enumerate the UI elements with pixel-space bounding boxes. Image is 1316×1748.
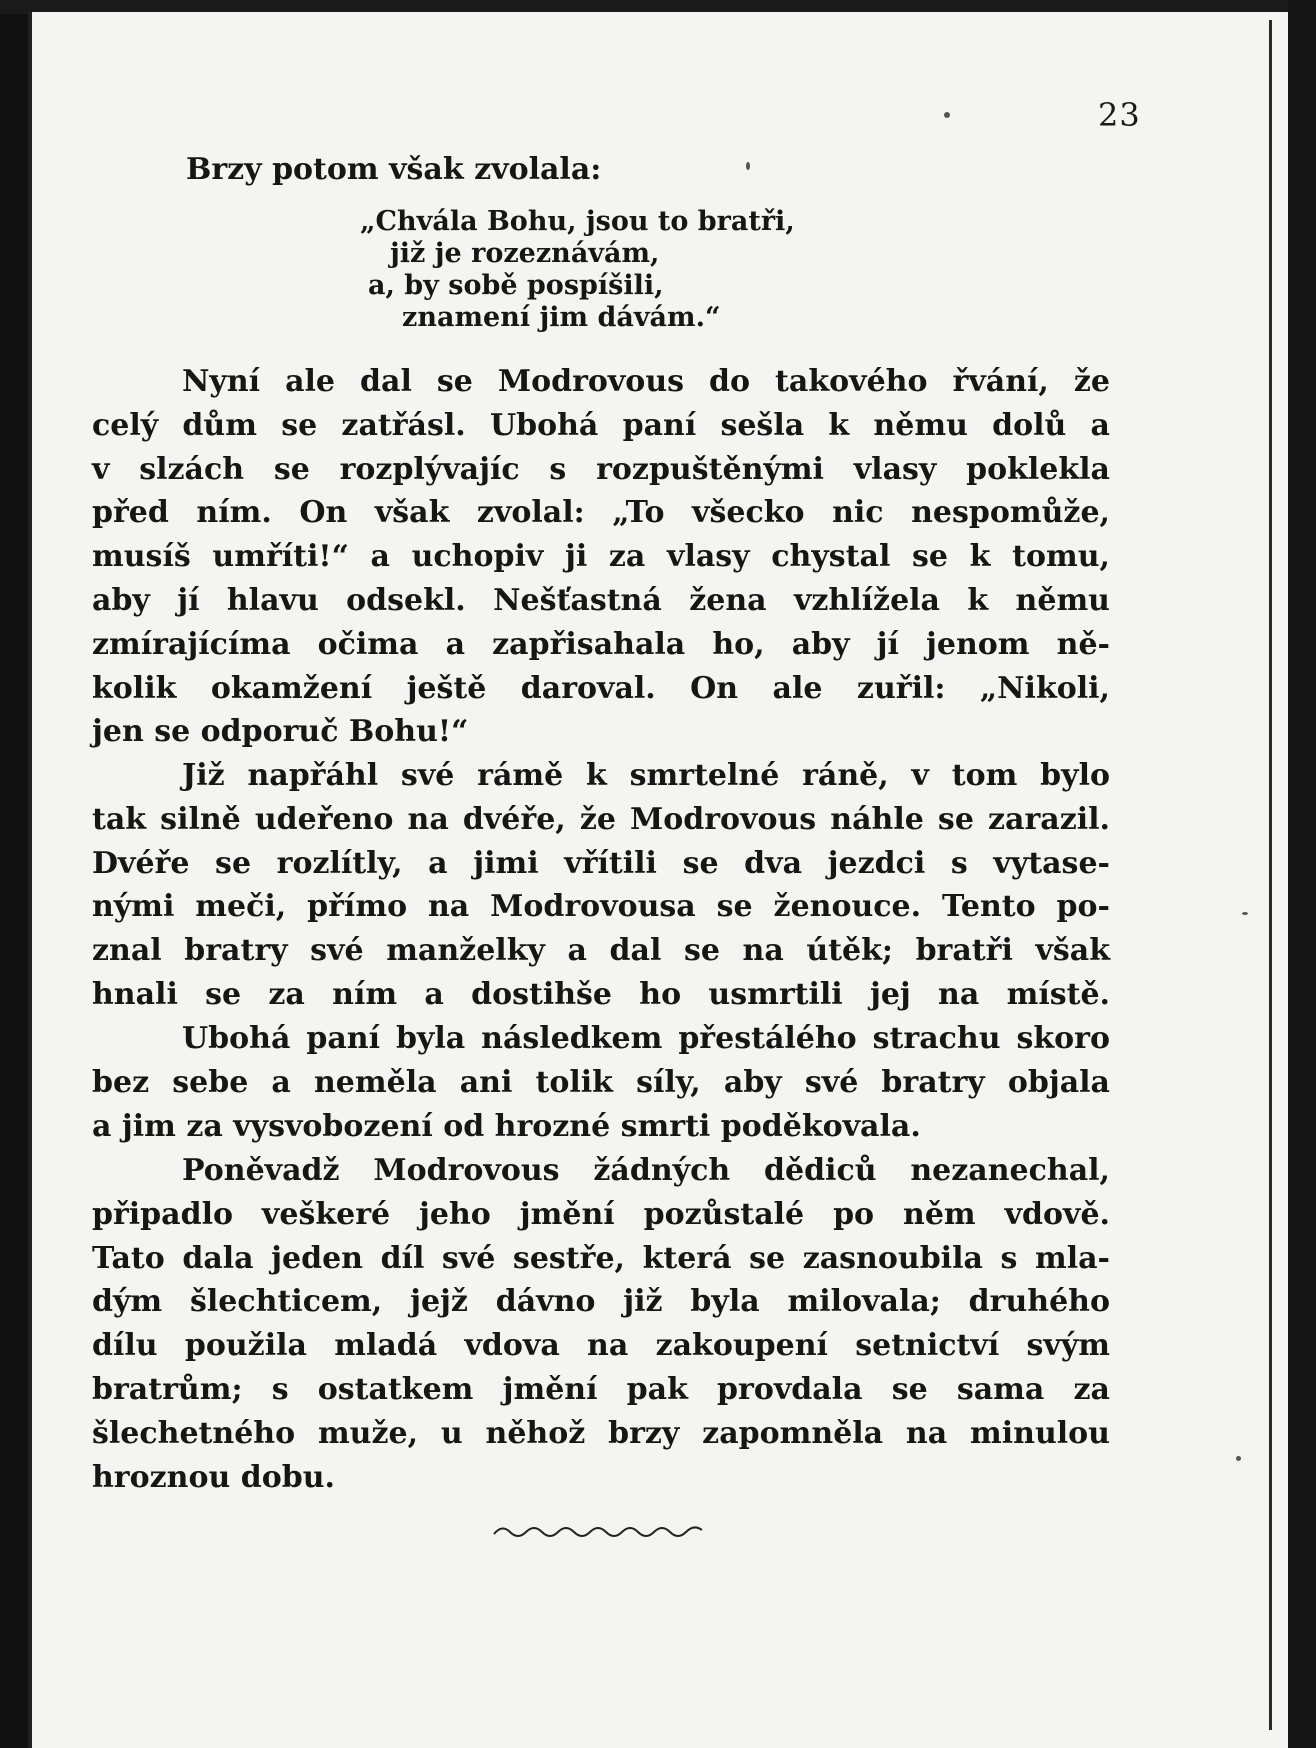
scan-border-right bbox=[1288, 0, 1316, 1748]
verse-line: „Chvála Bohu, jsou to bratři, bbox=[360, 206, 795, 237]
verse bbox=[360, 206, 795, 334]
text-line: aby jí hlavu odsekl. Nešťastná žena vzhlížela k němu bbox=[92, 582, 1110, 618]
text-line: připadlo veškeré jeho jmění pozůstalé po něm vdově. bbox=[92, 1196, 1110, 1232]
scan-speck bbox=[1242, 912, 1248, 915]
text-line: Nyní ale dal se Modrovous do takového řvání, že bbox=[182, 364, 1110, 399]
text-line: a jim za vysvobození od hrozné smrti poděkovala. bbox=[92, 1108, 921, 1144]
paragraph-2 bbox=[92, 754, 1110, 1017]
text-line: Ubohá paní byla následkem přestálého strachu skoro bbox=[182, 1021, 1110, 1056]
scan-speck bbox=[746, 162, 750, 170]
text-line: v slzách se rozplývajíc s rozpuštěnými vlasy poklekla bbox=[92, 451, 1110, 487]
intro-line: Brzy potom však zvolala: bbox=[186, 152, 602, 187]
text-line: dílu použila mladá vdova na zakoupení setnictví svým bbox=[92, 1328, 1110, 1364]
text-line: před ním. On však zvolal: „To všecko nic nespomůže, bbox=[92, 495, 1110, 531]
text-line: Poněvadž Modrovous žádných dědiců nezanechal, bbox=[182, 1153, 1110, 1188]
text-line: kolik okamžení ještě daroval. On ale zuřil: „Nikoli, bbox=[92, 670, 1110, 706]
binding-line bbox=[1269, 20, 1272, 1730]
paragraph-1 bbox=[92, 360, 1110, 754]
text-line: bratrům; s ostatkem jmění pak provdala se sama za bbox=[92, 1371, 1110, 1407]
text-line: nými meči, přímo na Modrovousa se ženouce. Tento po- bbox=[92, 889, 1110, 925]
text-line: musíš umříti!“ a uchopiv ji za vlasy chystal se k tomu, bbox=[92, 539, 1110, 575]
text-line: celý dům se zatřásl. Ubohá paní sešla k němu dolů a bbox=[92, 407, 1110, 443]
paragraph-4 bbox=[92, 1149, 1110, 1499]
text-line: jen se odporuč Bohu!“ bbox=[92, 714, 469, 750]
scan-speck bbox=[1236, 1456, 1241, 1461]
wave-ornament bbox=[492, 1520, 712, 1540]
scan-speck bbox=[944, 112, 950, 118]
paragraph-3 bbox=[92, 1017, 1110, 1148]
text-line: bez sebe a neměla ani tolik síly, aby své bratry objala bbox=[92, 1064, 1110, 1100]
verse-line: již je rozeznávám, bbox=[390, 238, 660, 269]
text-line: hnali se za ním a dostihše ho usmrtili jej na místě. bbox=[92, 976, 1110, 1012]
text-line: hroznou dobu. bbox=[92, 1459, 335, 1495]
text-line: zmírajícíma očima a zapřisahala ho, aby jí jenom ně- bbox=[92, 626, 1110, 662]
verse-line: a, by sobě pospíšili, bbox=[368, 270, 664, 301]
text-line: dým šlechticem, jejž dávno již byla milovala; druhého bbox=[92, 1284, 1110, 1320]
verse-line: znamení jim dávám.“ bbox=[402, 302, 721, 333]
text-line: Tato dala jeden díl své sestře, která se zasnoubila s mla- bbox=[92, 1240, 1110, 1276]
text-line: Dvéře se rozlítly, a jimi vřítili se dva jezdci s vytase- bbox=[92, 845, 1110, 881]
text-line: šlechetného muže, u něhož brzy zapomněla na minulou bbox=[92, 1415, 1110, 1451]
text-line: Již napřáhl své rámě k smrtelné ráně, v tom bylo bbox=[182, 758, 1110, 793]
text-line: znal bratry své manželky a dal se na útěk; bratři však bbox=[92, 933, 1110, 969]
page-number: 23 bbox=[1098, 96, 1141, 134]
text-line: tak silně udeřeno na dvéře, že Modrovous náhle se zarazil. bbox=[92, 801, 1110, 837]
